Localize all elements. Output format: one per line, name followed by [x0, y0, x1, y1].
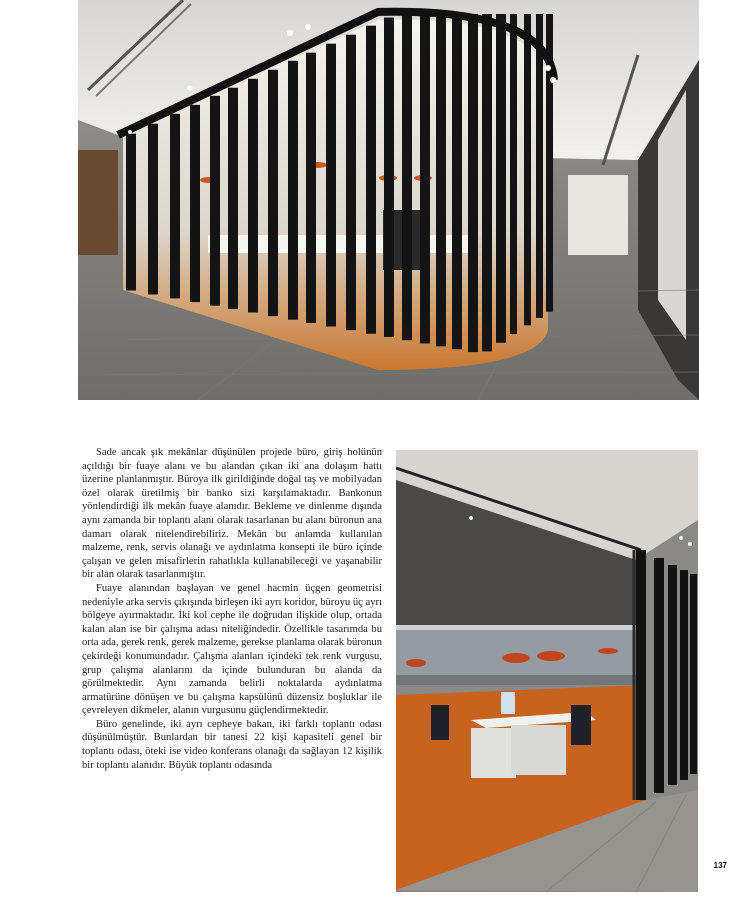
article-body [82, 446, 382, 772]
article-paragraph: Sade ancak şık mekânlar düşünülen projede büro, giriş holünün açıldığı bir fuaye alanı ve bu alandan çıkan iki ana dolaşım hattı üzerine planlanmıştır. Büroya ilk girildiğinde doğal taş ve mobilyadan özel olarak üretilmiş bir banko sizi karşılamaktadır. Bankonun yönlendirdiği ilk mekân fuaye alanıdır. Bekleme ve dinlenme dışında aynı zamanda bir toplantı alanı olarak tasarlanan bu alanı büronun ana damarı olarak nitelendirebiliriz. Mekân bu anlamda kullanılan malzeme, renk, servis olanağı ve aydınlatma konsepti ile büro içinde çalışan ve gelen misafirlerin rahatlıkla kullanabileceği ve yaşanabilir bir alan olarak tasarlanmıştır. [82, 447, 382, 581]
page-number: 137 [713, 861, 727, 870]
article-paragraph: Fuaye alanından başlayan ve genel hacmin üçgen geometrisi nedeniyle arka servis çıkışında birleşen iki ayrı koridor, büroyu üç ayrı bölgeye ayırmaktadır. İki kol cephe ile doğrudan ilişkide olup, ortada kalan alan ise bir çalışma adası niteliğindedir. Özellikle tasarımda bu orta ada, gerek renk, gerek malzeme, gerekse planlama olarak büronun çekirdeği konumundadır. Çalışma alanları içindeki tek renk vurgusu, grup çalışma alanlarını da içinde bulunduran bu alanda da görülmektedir. Aynı zamanda belirli noktalarda aydınlatma armatürüne dönüşen ve bu çalışma kapsülünü düzensiz boşluklar ile çevreleyen dikmeler, alanın vurgusunu güçlendirmektedir. [82, 582, 383, 717]
slatted-capsule-image [78, 0, 699, 400]
article-paragraph: Büro genelinde, iki ayrı cepheye bakan, iki farklı toplantı odası düşünülmüştür. Bunlardan bir tanesi 22 kişi kapasiteli genel bir toplantı odası, öteki ise video konferans olanağı da sağlayan 12 kişilik bir toplantı alanıdır. Büyük toplantı odasında [82, 718, 382, 771]
meeting-area-photo [396, 450, 698, 892]
office-lounge-photo [78, 0, 699, 400]
orange-floor-workspace-image [396, 450, 698, 892]
